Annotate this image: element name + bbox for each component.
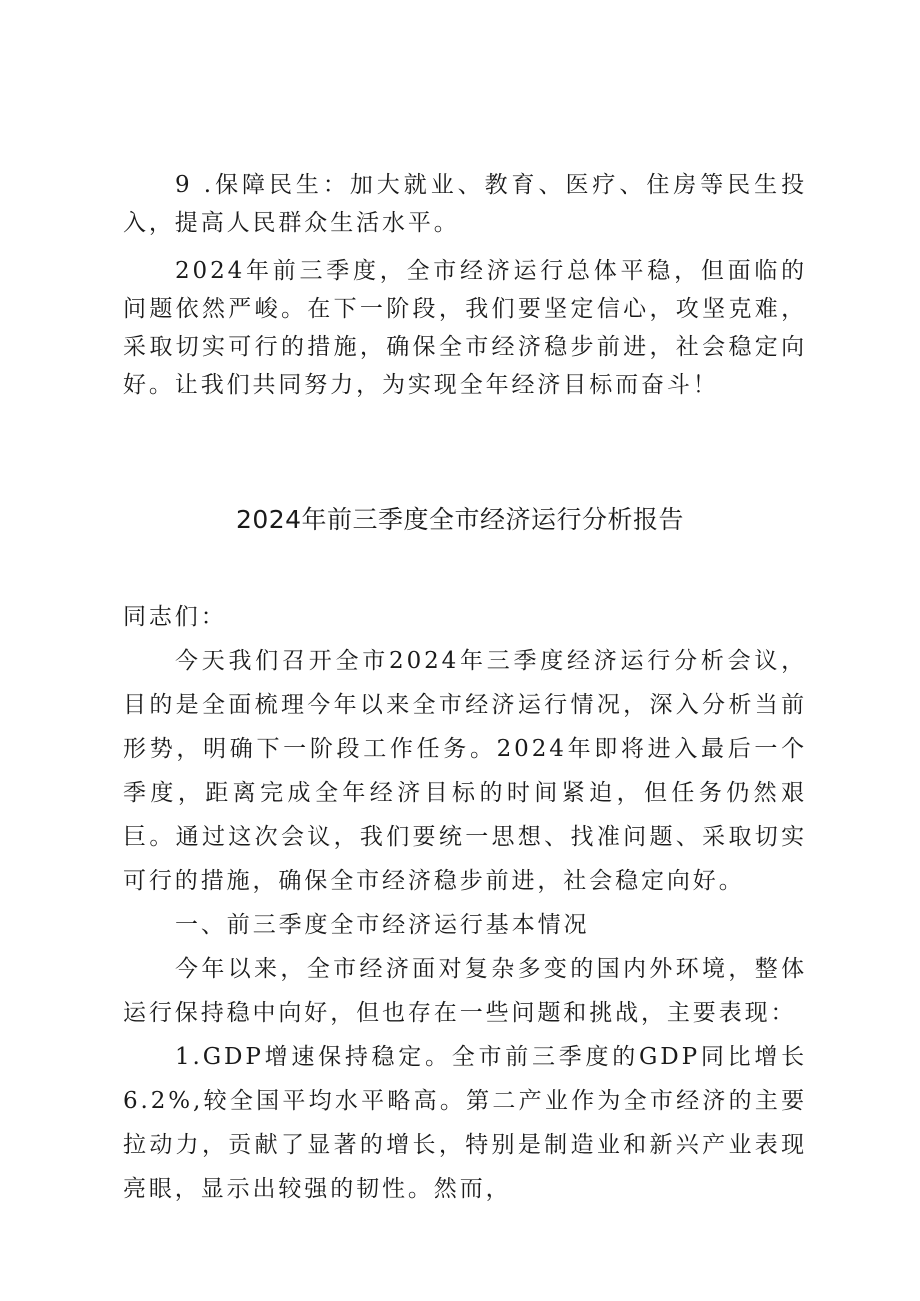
gdp-point-paragraph: 1.GDP增速保持稳定。全市前三季度的GDP同比增长6.2%,较全国平均水平略高。第二产业作为全市经济的主要拉动力，贡献了显著的增长，特别是制造业和新兴产业表现亮眼，显示出较强的韧性。然而， (123, 1044, 807, 1202)
previous-section-tail (123, 166, 807, 404)
report-body (123, 595, 807, 1211)
report-title: 2024年前三季度全市经济运行分析报告 (235, 505, 685, 534)
section-heading: 一、前三季度全市经济运行基本情况 (175, 912, 590, 938)
salutation: 同志们： (123, 604, 227, 630)
section-intro-paragraph: 今年以来，全市经济面对复杂多变的国内外环境，整体运行保持稳中向好，但也存在一些问题和挑战，主要表现： (123, 956, 807, 1026)
closing-paragraph: 2024年前三季度，全市经济运行总体平稳，但面临的问题依然严峻。在下一阶段，我们要坚定信心，攻坚克难，采取切实可行的措施，确保全市经济稳步前进，社会稳定向好。让我们共同努力，为实现全年经济目标而奋斗！ (123, 258, 807, 398)
opening-paragraph: 今天我们召开全市2024年三季度经济运行分析会议，目的是全面梳理今年以来全市经济运行情况，深入分析当前形势，明确下一阶段工作任务。2024年即将进入最后一个季度，距离完成全年经济目标的时间紧迫，但任务仍然艰巨。通过这次会议，我们要统一思想、找准问题、采取切实可行的措施，确保全市经济稳步前进，社会稳定向好。 (123, 648, 807, 894)
livelihood-item-paragraph: 9 .保障民生：加大就业、教育、医疗、住房等民生投入，提高人民群众生活水平。 (123, 172, 807, 236)
